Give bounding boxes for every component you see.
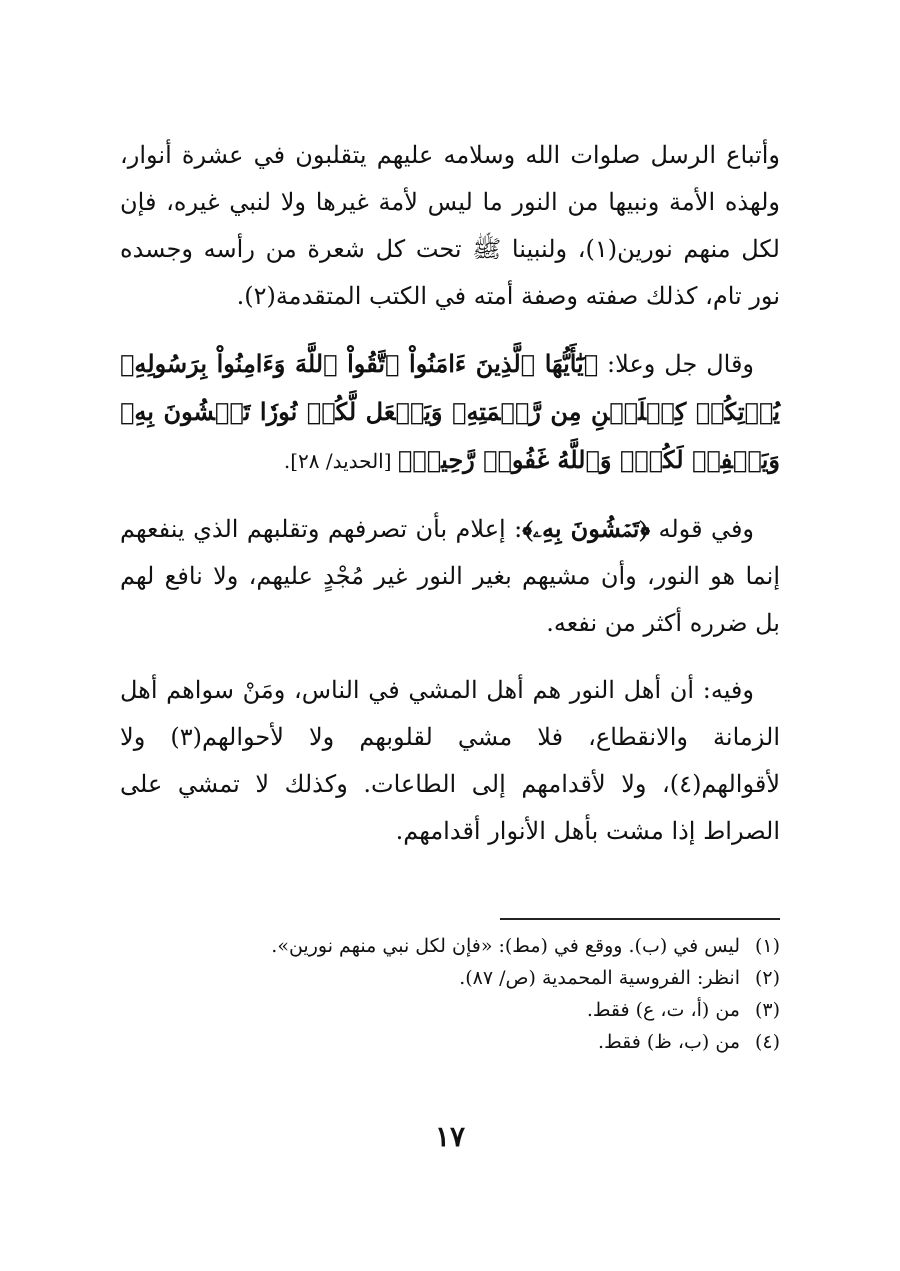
footnote-4 — [120, 1026, 780, 1058]
page-number: ١٧ — [434, 1120, 466, 1153]
footnote-3 — [120, 994, 780, 1026]
footnote-text: من (أ، ت، ع) فقط. — [586, 999, 740, 1021]
paragraph-2 — [120, 340, 780, 485]
footnote-2 — [120, 962, 780, 994]
paragraph-3 — [120, 505, 780, 647]
quran-verse: ﴿يَٰٓأَيُّهَا ٱلَّذِينَ ءَامَنُواْ ٱتَّقُواْ ٱللَّهَ وَءَامِنُواْ بِرَسُولِهِۦ يُؤۡتِكُمۡ كِفۡلَيۡنِ مِن رَّحۡمَتِهِۦ وَيَجۡعَل لَّكُمۡ نُورٗا تَمۡشُونَ بِهِۦ وَيَغۡفِرۡ لَكُمۡۚ وَٱللَّهُ غَفُورٞ رَّحِيمٞ﴾ — [120, 349, 780, 474]
footnote-number: (٤) — [754, 1031, 780, 1053]
footnotes — [120, 918, 780, 1058]
paragraph-1: وأتباع الرسل صلوات الله وسلامه عليهم يتقلبون في عشرة أنوار، ولهذه الأمة ونبيها من النور ما ليس لأمة غيرها ولا لنبي غيره، فإن لكل منهم نورين(١)، ولنبينا ﷺ تحت كل شعرة من رأسه وجسده نور تام، كذلك صفته وصفة أمته في الكتب المتقدمة(٢). — [120, 141, 780, 310]
paragraph-4: وفيه: أن أهل النور هم أهل المشي في الناس، ومَنْ سواهم أهل الزمانة والانقطاع، فلا مشي لقلوبهم ولا لأحوالهم(٣) ولا لأقوالهم(٤)، ولا لأقدامهم إلى الطاعات. وكذلك لا تمشي على الصراط إذا مشت بأهل الأنوار أقدامهم. — [120, 676, 780, 845]
paragraph-3-rest: : إعلام بأن تصرفهم وتقلبهم الذي ينفعهم إنما هو النور، وأن مشيهم بغير النور غير مُجْدٍ عليهم، ولا نافع لهم بل ضرره أكثر من نفعه. — [120, 515, 780, 637]
paragraph-2-intro: وقال جل وعلا: — [598, 350, 755, 378]
footnote-text: ليس في (ب). ووقع في (مط): «فإن لكل نبي منهم نورين». — [271, 935, 740, 957]
footnote-text: من (ب، ظ) فقط. — [598, 1031, 740, 1053]
footnote-number: (٢) — [754, 967, 780, 989]
footnote-divider — [500, 918, 780, 920]
footnote-1 — [120, 930, 780, 962]
footnote-text: انظر: الفروسية المحمدية (ص/ ٨٧). — [459, 967, 740, 989]
paragraph-3-intro: وفي قوله — [650, 515, 755, 543]
footnote-number: (١) — [754, 935, 780, 957]
main-text — [120, 132, 780, 875]
footnote-number: (٣) — [754, 999, 780, 1021]
surah-reference: [الحديد/ ٢٨]. — [283, 449, 398, 473]
quran-quote: ﴿تَمۡشُونَ بِهِۦ﴾ — [522, 514, 651, 543]
